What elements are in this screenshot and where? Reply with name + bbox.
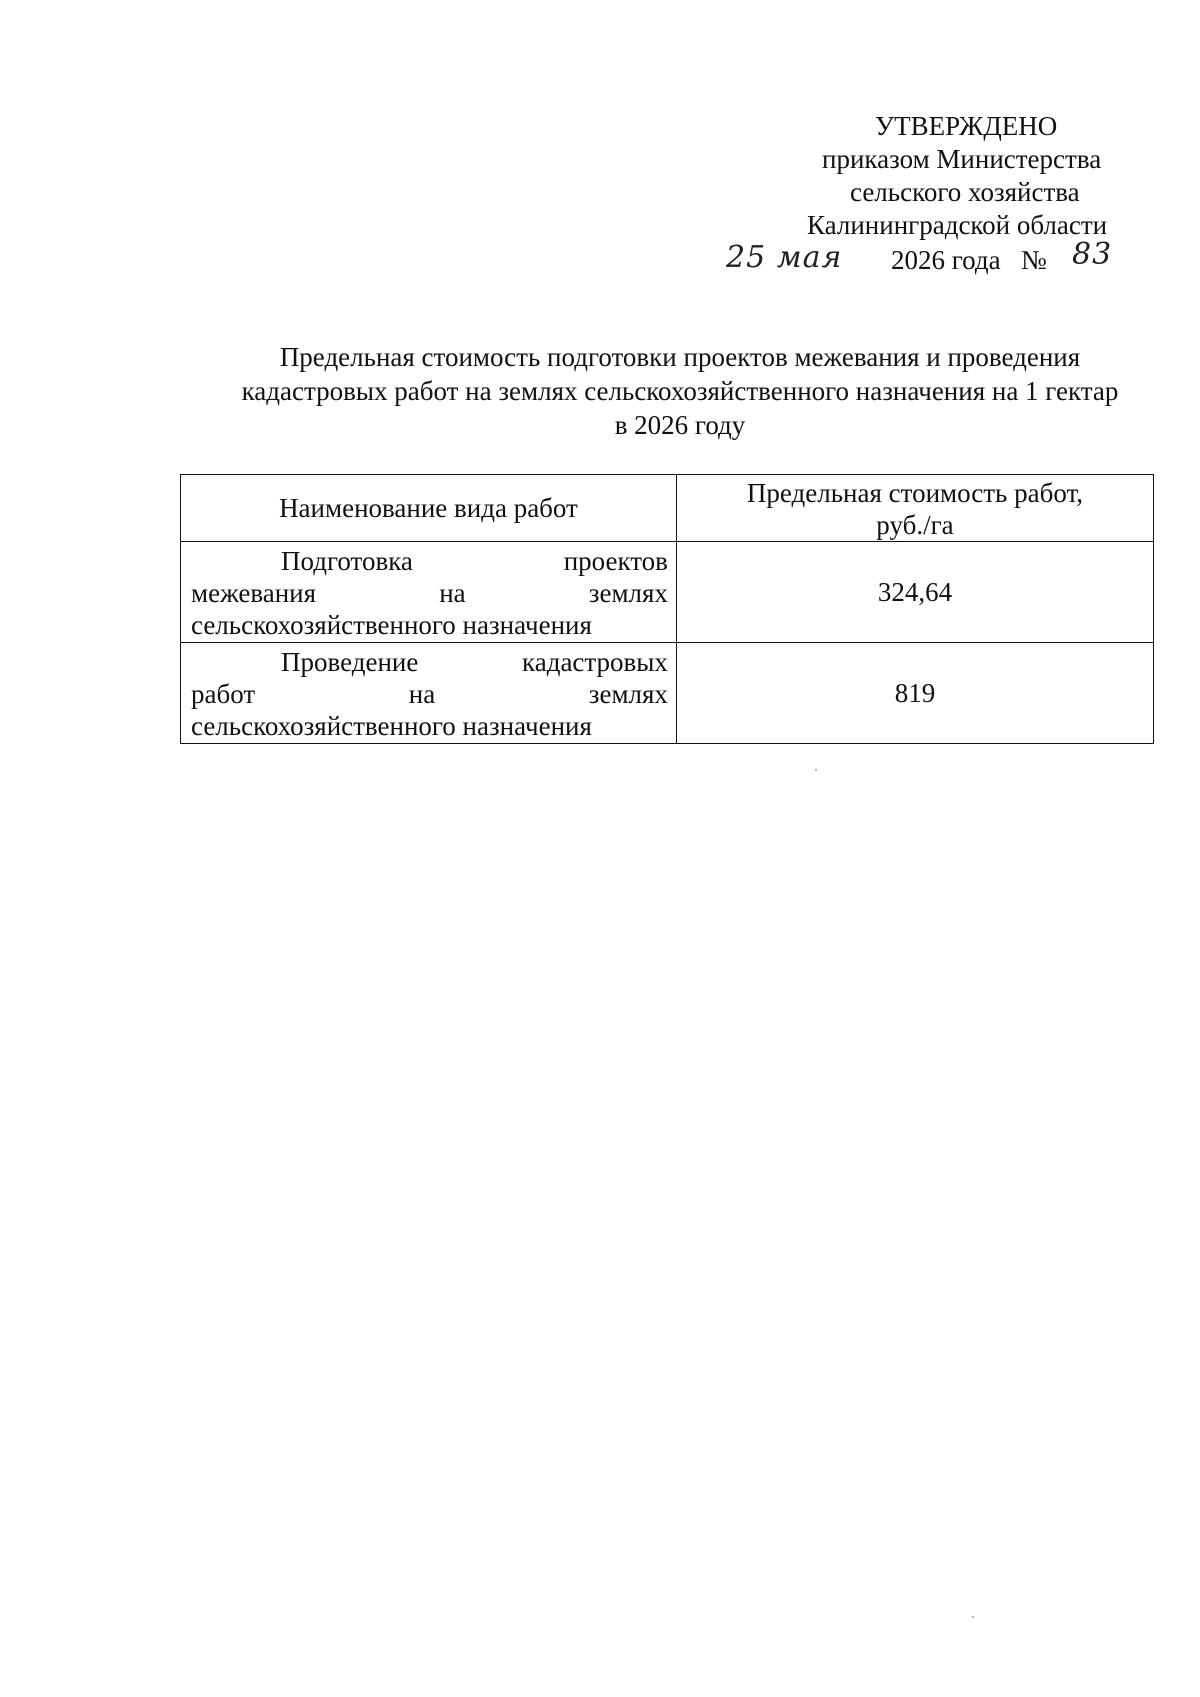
scan-speck [815, 769, 817, 771]
work-name-line-2: межевания на землях [191, 578, 668, 608]
cost-cell [676, 542, 1153, 643]
work-name-line-3: сельскохозяйственного назначения [191, 711, 592, 741]
approval-line-3: Калининградской области [807, 210, 1108, 240]
header-name-cell [181, 475, 677, 542]
work-name-cell [181, 643, 677, 744]
document-title [200, 340, 1160, 442]
cost-cell [676, 643, 1153, 744]
approval-heading: УТВЕРЖДЕНО [875, 111, 1058, 141]
header-cost-line-2: руб./га [876, 510, 954, 540]
scan-speck [972, 1616, 974, 1618]
title-line-1: Предельная стоимость подготовки проектов межевания и проведения [279, 342, 1081, 372]
work-name-line-1: Подготовка проектов [281, 546, 668, 576]
number-sign: № [1021, 245, 1047, 275]
handwritten-date: 25 мая [726, 240, 843, 275]
work-name-line-3: сельскохозяйственного назначения [191, 610, 592, 640]
handwritten-number: 83 [1072, 237, 1113, 272]
header-cost-line-1: Предельная стоимость работ, [746, 478, 1084, 508]
order-year: 2026 года [891, 245, 1001, 275]
title-line-3: в 2026 году [614, 410, 746, 440]
cost-table [180, 474, 1154, 744]
work-name-cell [181, 542, 677, 643]
table-row [181, 643, 1154, 744]
approval-line-1: приказом Министерства [822, 144, 1102, 174]
work-name-line-1: Проведение кадастровых [281, 647, 668, 677]
cost-value: 819 [894, 678, 936, 708]
title-line-2: кадастровых работ на землях сельскохозяйственного назначения на 1 гектар [241, 376, 1119, 406]
work-name-line-2: работ на землях [191, 679, 668, 709]
approval-line-2: сельского хозяйства [850, 177, 1080, 207]
cost-value: 324,64 [877, 577, 953, 607]
header-name: Наименование вида работ [279, 493, 578, 523]
table-row [181, 542, 1154, 643]
table-header-row [181, 475, 1154, 542]
header-cost-cell [676, 475, 1153, 542]
